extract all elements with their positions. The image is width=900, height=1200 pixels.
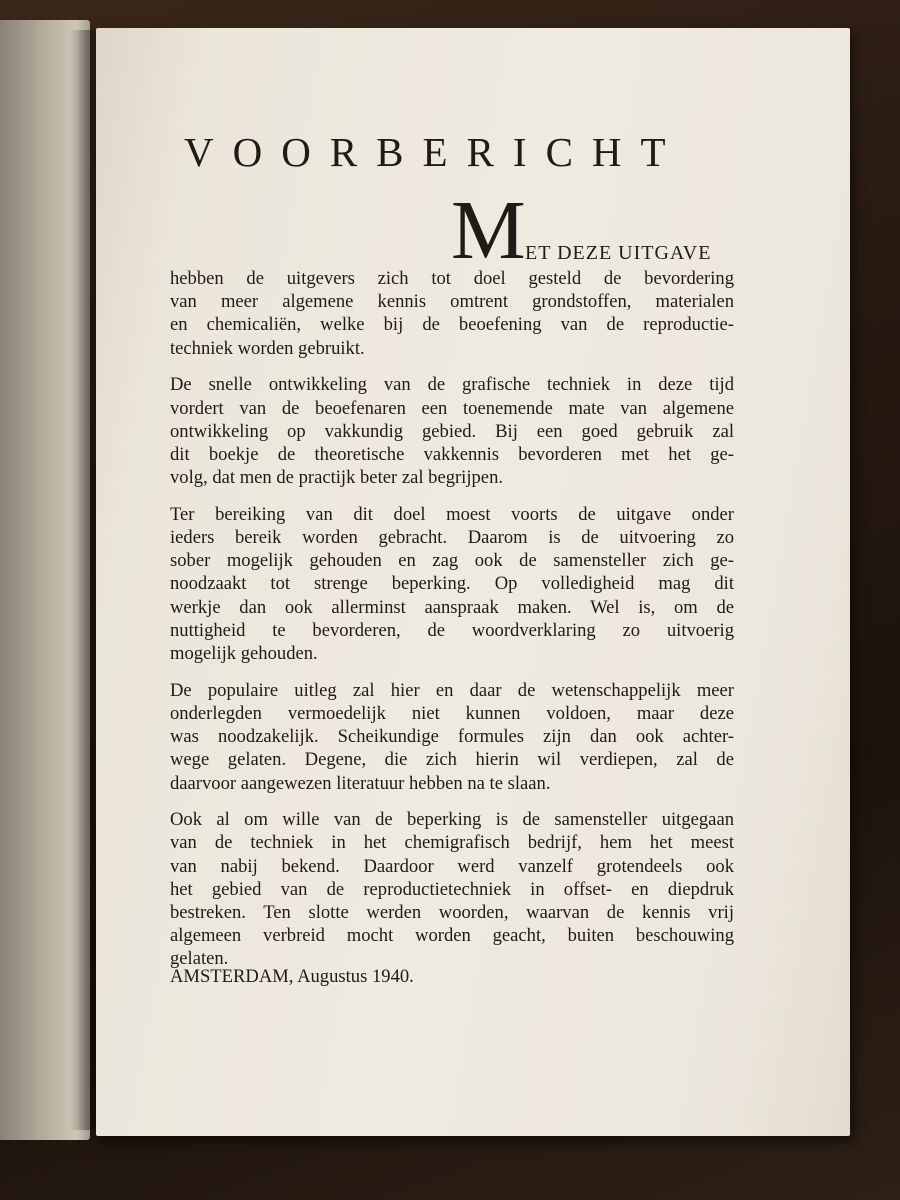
text-line: volg, dat men de practijk beter zal begrijpen. (170, 467, 504, 489)
text-line: het gebied van de reproductietechniek in offset- en diepdruk (170, 878, 734, 900)
text-line: mogelijk gehouden. (170, 643, 318, 665)
text-line: techniek worden gebruikt. (170, 337, 365, 359)
text-line: sober mogelijk gehouden en zag ook de samensteller zich ge- (170, 550, 734, 572)
text-line: hebben de uitgevers zich tot doel gesteld de bevordering (170, 268, 734, 289)
text-line: algemeen verbreid mocht worden geacht, buiten beschouwing (170, 925, 734, 947)
text-line: werkje dan ook allerminst aanspraak maken. Wel is, om de (170, 596, 734, 618)
paragraph-4 (170, 679, 734, 795)
text-line: en chemicaliën, welke bij de beoefening van de reproductie- (170, 314, 734, 336)
paragraph-3 (170, 503, 734, 665)
place-date-line: AMSTERDAM, Augustus 1940. (170, 966, 414, 987)
text-line: nuttigheid te bevorderen, de woordverklaring zo uitvoerig (170, 619, 734, 641)
body-text (170, 267, 734, 984)
text-line: gelaten. (170, 948, 229, 970)
text-line: ontwikkeling op vakkundig gebied. Bij een goed gebruik zal (170, 420, 734, 442)
paragraph-5 (170, 808, 734, 970)
text-line: De populaire uitleg zal hier en daar de wetenschappelijk meer (170, 679, 734, 701)
text-line: vordert van de beoefenaren een toenemende mate van algemene (170, 397, 734, 419)
page-title: VOORBERICHT (184, 129, 685, 175)
text-line: van meer algemene kennis omtrent grondstoffen, materialen (170, 291, 734, 313)
text-line: Ook al om wille van de beperking is de samensteller uitgegaan (170, 809, 734, 831)
text-line: Ter bereiking van dit doel moest voorts de uitgave onder (170, 503, 734, 525)
text-line: De snelle ontwikkeling van de grafische techniek in deze tijd (170, 374, 734, 396)
paragraph-1 (170, 267, 734, 360)
text-line: van nabij bekend. Daardoor werd vanzelf grotendeels ook (170, 855, 734, 877)
text-line: onderlegden vermoedelijk niet kunnen voldoen, maar deze (170, 702, 734, 724)
text-line: daarvoor aangewezen literatuur hebben na te slaan. (170, 772, 551, 794)
text-line: was noodzakelijk. Scheikundige formules zijn dan ook achter- (170, 726, 734, 748)
lead-in-text: ET DEZE UITGAVE (525, 242, 712, 264)
paragraph-2 (170, 373, 734, 489)
text-line: van de techniek in het chemigrafisch bedrijf, hem het meest (170, 832, 734, 854)
text-line: noodzaakt tot strenge beperking. Op volledigheid mag dit (170, 573, 734, 595)
text-line: wege gelaten. Degene, die zich hierin wil verdiepen, zal de (170, 749, 734, 771)
text-line: ieders bereik worden gebracht. Daarom is de uitvoering zo (170, 527, 734, 549)
drop-cap: M (451, 184, 526, 277)
text-line: dit boekje de theoretische vakkennis bevorderen met het ge- (170, 443, 734, 465)
text-line: bestreken. Ten slotte werden woorden, waarvan de kennis vrij (170, 902, 734, 924)
